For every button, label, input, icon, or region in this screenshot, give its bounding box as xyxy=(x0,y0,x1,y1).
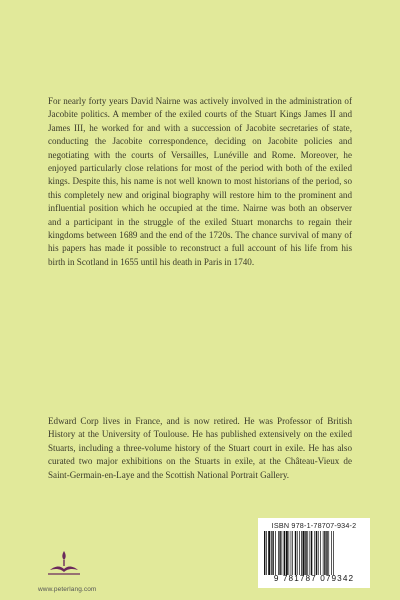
book-description: For nearly forty years David Nairne was actively involved in the administration of Jacobite politics. A member of the exiled courts of the Stuart Kings James II and James III, he worked for and with a succession of Jacobite secretaries of state, conducting the Jacobite correspondence, deciding on Jacobite policies and negotiating with the courts of Versailles, Lunéville and Rome. Moreover, he enjoyed particularly close relations for most of the period with both of the exiled kings. Despite this, his name is not well known to most historians of the period, so this completely new and original biography will restore him to the prominent and influential position which he occupied at the time. Nairne was both an observer and a participant in the struggle of the exiled Stuart monarchs to regain their kingdoms between 1689 and the end of the 1720s. The chance survival of many of his papers has made it possible to reconstruct a full account of his life from his birth in Scotland in 1655 until his death in Paris in 1740. xyxy=(48,96,352,267)
peter-lang-logo-icon xyxy=(44,548,84,578)
barcode-digits: 9 781787 079342 xyxy=(273,574,355,583)
isbn-label: ISBN 978-1-78707-934-2 xyxy=(271,521,357,530)
isbn-barcode-block xyxy=(258,518,370,588)
publisher-url: www.peterlang.com xyxy=(38,586,97,593)
barcode-icon xyxy=(264,531,364,575)
author-biography: Edward Corp lives in France, and is now retired. He was Professor of British History at the University of Toulouse. He has published extensively on the exiled Stuarts, including a three-volume history of the Stuart court in exile. He has also curated two major exhibitions on the Stuarts in exile, at the Château-Vieux de Saint-Germain-en-Laye and the Scottish National Portrait Gallery. xyxy=(48,416,352,480)
